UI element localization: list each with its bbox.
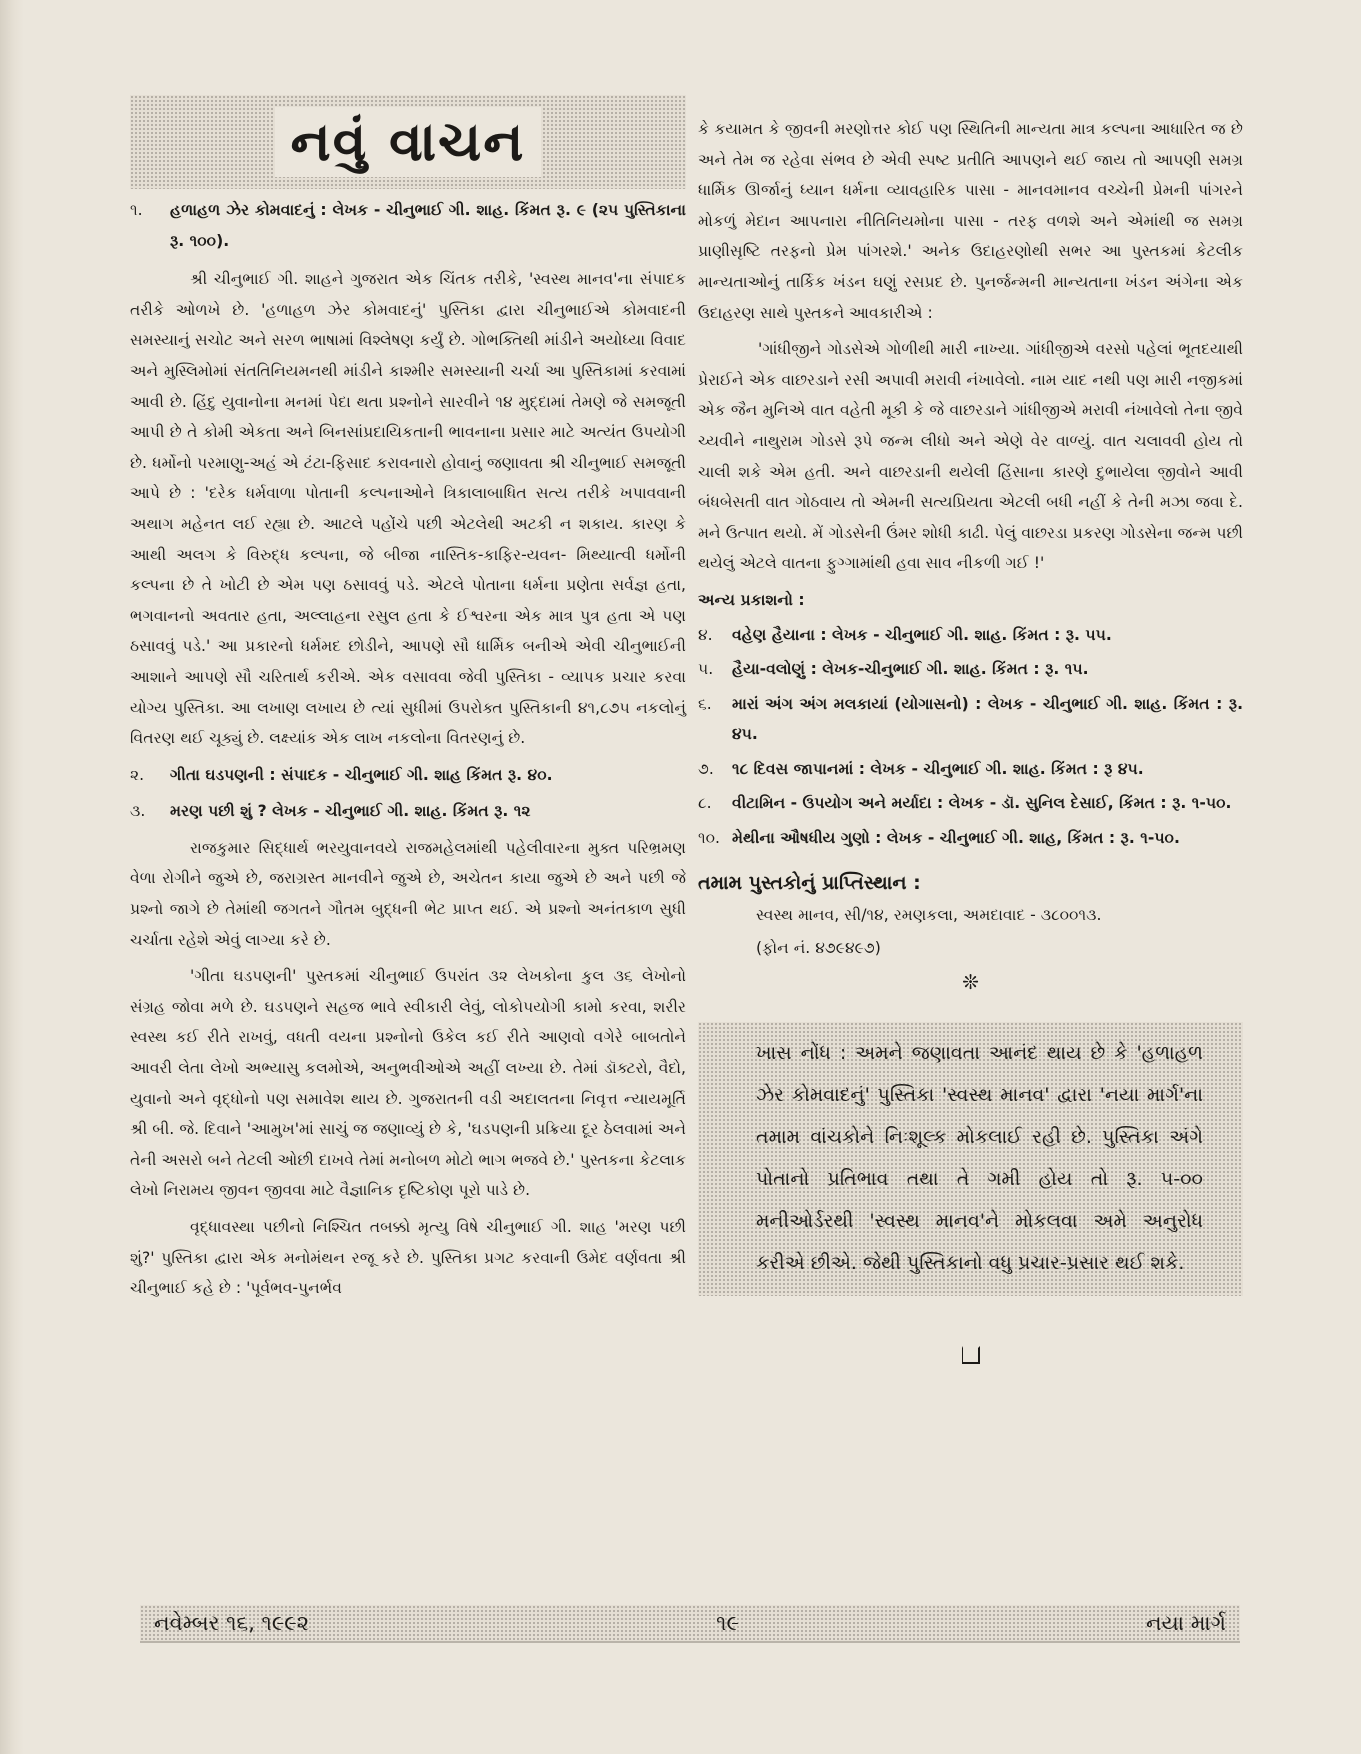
paragraph: રાજકુમાર સિદ્ધાર્થ ભરયુવાનવયે રાજમહેલમાંથી પહેલીવારના મુક્ત પરિભ્રમણ વેળા રોગીને જુએ છે, જરાગ્રસ્ત માનવીને જુએ છે, અચેતન કાયા જુએ છે અને પછી જે પ્રશ્નો જાગે છે તેમાંથી જગતને ગૌતમ બુદ્ધની ભેટ પ્રાપ્ત થઈ. એ પ્રશ્નો અનંતકાળ સુધી ચર્ચાતા રહેશે એવું લાગ્યા કરે છે. <box>130 838 686 949</box>
quote-paragraph: 'ગાંધીજીને ગોડસેએ ગોળીથી મારી નાખ્યા. ગાંધીજીએ વરસો પહેલાં ભૂતદયાથી પ્રેરાઈને એક વાછરડાને રસી અપાવી મરાવી નંખાવેલો. નામ યાદ નથી પણ મારી નજીકમાં એક જૈન મુનિએ વાત વહેતી મૂકી કે જે વાછરડાને ગાંધીજીએ મરાવી નંખાવેલો તેના જીવે ચ્યવીને નાથુરામ ગોડસે રૂપે જન્મ લીધો અને એણે વેર વાળ્યું. વાત ચલાવવી હોય તો ચાલી શકે એમ હતી. અને વાછરડાની થયેલી હિંસાના કારણે દુભાયેલા જીવોને આવી બંધબેસતી વાત ગોઠવાય તો એમની સત્યપ્રિયતા એટલી બધી નહીં કે તેની મઝા જવા દે. મને ઉત્પાત થયો. મેં ગોડસેની ઉંમર શોધી કાઢી. પેલું વાછરડા પ્રકરણ ગોડસેના જન્મ પછી થયેલું એટલે વાતના ફુગ્ગામાંથી હવા સાવ નીકળી ગઈ !' <box>698 340 1243 573</box>
book-entry: વહેણ હૈયાના : લેખક - ચીનુભાઈ ગી. શાહ. કિંમત : રૂ. ૫૫. <box>732 625 1112 644</box>
item-number: ૩. <box>130 802 146 821</box>
phone-number: (ફોન નં. ૪૭૯૪૯૭) <box>756 938 881 957</box>
list-item <box>698 754 1243 785</box>
book-entry: હૈયા-વલોણું : લેખક-ચીનુભાઈ ગી. શાહ. કિંમત : રૂ. ૧૫. <box>732 660 1089 679</box>
item-number: ૬. <box>698 694 712 713</box>
list-item <box>130 796 686 827</box>
book-entry: વીટામિન - ઉપયોગ અને મર્યાદા : લેખક - ડૉ. સુનિલ દેસાઈ, કિંમત : રૂ. ૧-૫૦. <box>732 794 1232 813</box>
paragraph: વૃદ્ધાવસ્થા પછીનો નિશ્ચિત તબક્કો મૃત્યુ વિષે ચીનુભાઈ ગી. શાહ 'મરણ પછી શું?' પુસ્તિકા દ્વારા એક મનોમંથન રજૂ કરે છે. પુસ્તિકા પ્રગટ કરવાની ઉમેદ વર્ણવતા શ્રી ચીનુભાઈ કહે છે : 'પૂર્વભવ-પુનર્ભવ <box>130 1218 686 1298</box>
end-mark-icon <box>962 1346 980 1364</box>
other-publications-heading: અન્ય પ્રકાશનો : <box>698 590 805 609</box>
item-number: ૧. <box>130 201 143 219</box>
page-footer <box>140 1605 1240 1641</box>
list-item <box>698 788 1243 819</box>
item-number: ૧૦. <box>698 829 720 848</box>
book-entry: મેથીના ઔષધીય ગુણો : લેખક - ચીનુભાઈ ગી. શાહ, કિંમત : રૂ. ૧-૫૦. <box>732 829 1180 848</box>
address: સ્વસ્થ માનવ, સી/૧૪, રમણકલા, અમદાવાદ - ૩૮૦૦૧૩. <box>756 906 1102 925</box>
list-item <box>698 620 1243 651</box>
issue-date: નવેમ્બર ૧૬, ૧૯૯૨ <box>154 1610 310 1635</box>
footer-rule <box>140 1641 1240 1643</box>
paragraph: શ્રી ચીનુભાઈ ગી. શાહને ગુજરાત એક ચિંતક તરીકે, 'સ્વસ્થ માનવ'ના સંપાદક તરીકે ઓળખે છે. 'હળાહળ ઝેર કોમવાદનું' પુસ્તિકા દ્વારા ચીનુભાઈએ કોમવાદની સમસ્યાનું સચોટ અને સરળ ભાષામાં વિશ્લેષણ કર્યું છે. ગોભક્તિથી માંડીને અયોધ્યા વિવાદ અને મુસ્લિમોમાં સંતતિનિયમનથી માંડીને કાશ્મીર સમસ્યાની ચર્ચા આ પુસ્તિકામાં કરવામાં આવી છે. હિંદુ યુવાનોના મનમાં પેદા થતા પ્રશ્નોને સારવીને ૧૪ મુદ્દામાં તેમણે જે સમજૂતી આપી છે તે કોમી એકતા અને બિનસાંપ્રદાયિકતાની ભાવનાના પ્રસાર માટે અત્યંત ઉપયોગી છે. ધર્મોનો પરમાણુ-અહં એ ટંટા-ફિસાદ કરાવનારો હોવાનું જણાવતા શ્રી ચીનુભાઈ સમજૂતી આપે છે : 'દરેક ધર્મવાળા પોતાની કલ્પનાઓને ત્રિકાલાબાધિત સત્ય તરીકે ખપાવવાની અથાગ મહેનત લઈ રહ્યા છે. આટલે પહોંચે પછી એટલેથી અટકી ન શકાય. કારણ કે આથી અલગ કે વિરુદ્ધ કલ્પના, જે બીજા નાસ્તિક-કાફિર-યવન- મિથ્યાત્વી ધર્મોની કલ્પના છે તે ખોટી છે એમ પણ ઠસાવવું પડે. એટલે પોતાના ધર્મના પ્રણેતા સર્વજ્ઞ હતા, ભગવાનનો અવતાર હતા, અલ્લાહના રસુલ હતા કે ઈશ્વરના એક માત્ર પુત્ર હતા એ પણ ઠસાવવું પડે.' આ પ્રકારનો ધર્મમદ છોડીને, આપણે સૌ ધાર્મિક બનીએ એવી ચીનુભાઈની આશાને આપણે સૌ ચરિતાર્થ કરીએ. એક વસાવવા જેવી પુસ્તિકા - વ્યાપક પ્રચાર કરવા યોગ્ય પુસ્તિકા. આ લખાણ લખાય છે ત્યાં સુધીમાં ઉપરોક્ત પુસ્તિકાની ૪૧,૮૭૫ નકલોનું વિતરણ થઈ ચૂક્યું છે. લક્ષ્યાંક એક લાખ નકલોના વિતરણનું છે. <box>130 270 686 748</box>
book-entry: ૧૮ દિવસ જાપાનમાં : લેખક - ચીનુભાઈ ગી. શાહ. કિંમત : રૂ ૪૫. <box>732 759 1144 778</box>
special-note-box <box>698 1022 1243 1296</box>
page-edge <box>0 0 24 1754</box>
list-item <box>698 654 1243 685</box>
title-band <box>130 95 686 189</box>
paragraph: 'ગીતા ઘડપણની' પુસ્તકમાં ચીનુભાઈ ઉપરાંત ૩૨ લેખકોના કુલ ૩૬ લેખોનો સંગ્રહ જોવા મળે છે. ઘડપણને સહજ ભાવે સ્વીકારી લેવું, લોકોપયોગી કામો કરવા, શરીર સ્વસ્થ કઈ રીતે રાખવું, વધતી વયના પ્રશ્નોનો ઉકેલ કઈ રીતે આણવો વગેરે બાબતોને આવરી લેતા લેખો અભ્યાસુ કલમોએ, અનુભવીઓએ અહીં લખ્યા છે. તેમાં ડૉક્ટરો, વૈદો, યુવાનો અને વૃદ્ધોનો પણ સમાવેશ થાય છે. ગુજરાતની વડી અદાલતના નિવૃત્ત ન્યાયમૂર્તિ શ્રી બી. જે. દિવાને 'આમુખ'માં સાચું જ જણાવ્યું છે કે, 'ઘડપણની પ્રક્રિયા દૂર ઠેલવામાં અને તેની અસરો બને તેટલી ઓછી દાખવે તેમાં મનોબળ મોટો ભાગ ભજવે છે.' પુસ્તકના કેટલાક લેખો નિરામય જીવન જીવવા માટે વૈજ્ઞાનિક દૃષ્ટિકોણ પૂરો પાડે છે. <box>130 967 687 1200</box>
star-ornament-icon: ❊ <box>962 970 979 995</box>
item-number: ૭. <box>698 759 714 778</box>
book-entry: ગીતા ઘડપણની : સંપાદક - ચીનુભાઈ ગી. શાહ કિંમત રૂ. ૪૦. <box>170 765 553 784</box>
item-number: ૨. <box>130 765 145 784</box>
list-item <box>130 760 686 791</box>
special-note-text: ખાસ નોંધ : અમને જણાવતા આનંદ થાય છે કે 'હળાહળ ઝેર કોમવાદનું' પુસ્તિકા 'સ્વસ્થ માનવ' દ્વારા 'નયા માર્ગ'ના તમામ વાંચકોને નિઃશૂલ્ક મોકલાઈ રહી છે. પુસ્તિકા અંગે પોતાનો પ્રતિભાવ તથા તે ગમી હોય તો રૂ. ૫-૦૦ મનીઓર્ડરથી 'સ્વસ્થ માનવ'ને મોકલવા અમે અનુરોધ કરીએ છીએ. જેથી પુસ્તિકાનો વધુ પ્રચાર-પ્રસાર થઈ શકે. <box>756 1042 1203 1275</box>
book-entry: હળાહળ ઝેર કોમવાદનું : લેખક - ચીનુભાઈ ગી. શાહ. કિંમત રૂ. ૯ (૨૫ પુસ્તિકાના રૂ. ૧૦૦). <box>170 201 686 250</box>
item-number: ૫. <box>698 660 714 679</box>
book-entry: મારાં અંગ અંગ મલકાયાં (યોગાસનો) : લેખક - ચીનુભાઈ ગી. શાહ. કિંમત : રૂ. ૪૫. <box>732 694 1243 744</box>
list-item <box>698 823 1243 854</box>
item-number: ૪. <box>698 625 713 644</box>
left-column <box>130 95 686 1304</box>
section-title: નવું વાચન <box>275 107 542 177</box>
item-number: ૮. <box>698 794 712 813</box>
availability-heading: તમામ પુસ્તકોનું પ્રાપ્તિસ્થાન : <box>698 871 921 894</box>
publication-name: નયા માર્ગ <box>1146 1610 1226 1635</box>
list-item <box>698 689 1243 750</box>
book-entry: મરણ પછી શું ? લેખક - ચીનુભાઈ ગી. શાહ. કિંમત રૂ. ૧૨ <box>170 802 531 821</box>
right-column <box>698 114 1243 1364</box>
page-number: ૧૯ <box>716 1610 739 1635</box>
paragraph: કે કયામત કે જીવની મરણોત્તર કોઈ પણ સ્થિતિની માન્યતા માત્ર કલ્પના આધારિત જ છે અને તેમ જ રહેવા સંભવ છે એવી સ્પષ્ટ પ્રતીતિ આપણને થઈ જાય તો આપણી સમગ્ર ધાર્મિક ઊર્જાનું ધ્યાન ધર્મના વ્યાવહારિક પાસા - માનવમાનવ વચ્ચેની પ્રેમની પાંગરને મોકળું મેદાન આપનારા નીતિનિયમોના પાસા - તરફ વળશે અને એમાંથી જ સમગ્ર પ્રાણીસૃષ્ટિ તરફનો પ્રેમ પાંગરશે.' અનેક ઉદાહરણોથી સભર આ પુસ્તકમાં કેટલીક માન્યતાઓનું તાર્કિક ખંડન ઘણું રસપ્રદ છે. પુનર્જન્મની માન્યતાના ખંડન અંગેના એક ઉદાહરણ સાથે પુસ્તકને આવકારીએ : <box>698 120 1243 322</box>
list-item <box>130 195 686 256</box>
